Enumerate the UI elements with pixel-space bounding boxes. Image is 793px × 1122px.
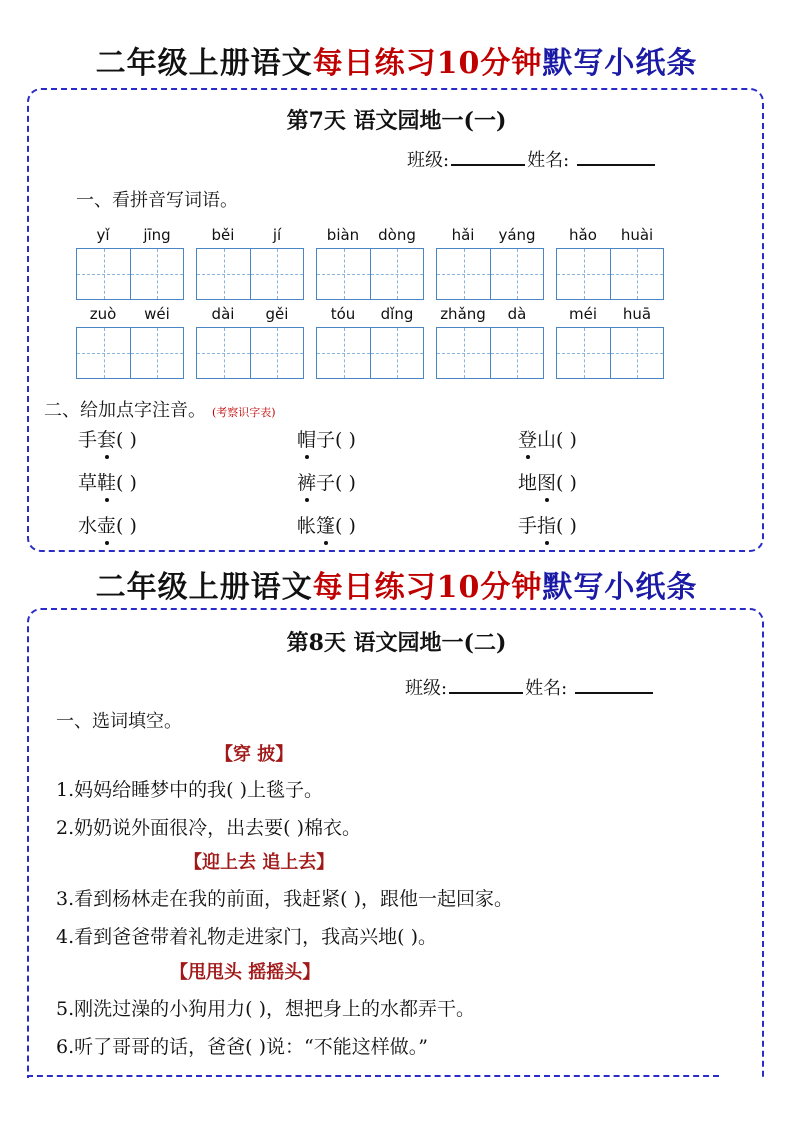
pinyin-group <box>436 226 544 300</box>
pinyin: dài <box>211 305 235 323</box>
writing-grid[interactable] <box>76 248 184 300</box>
question-1: 1.妈妈给睡梦中的我( )上毯子。 <box>56 779 323 801</box>
answer-paren[interactable]: 山( ) <box>537 429 577 451</box>
dotted-char: 帽 <box>297 425 316 452</box>
options-group-1: 【穿 披】 <box>215 744 294 765</box>
annotate-word <box>518 425 577 452</box>
pinyin: jīng <box>143 226 171 244</box>
header-banner <box>0 38 793 82</box>
pinyin-group <box>556 226 664 300</box>
name-label: 姓名: <box>525 678 568 699</box>
pinyin: yáng <box>498 226 536 244</box>
pinyin-group <box>436 305 544 379</box>
writing-grid[interactable] <box>556 327 664 379</box>
annotate-word <box>297 425 356 452</box>
annotate-word: 水壶( ) <box>78 511 137 538</box>
pinyin-row-2 <box>0 305 793 385</box>
dotted-char: 登 <box>518 425 537 452</box>
writing-grid[interactable] <box>436 327 544 379</box>
annotate-word: 帐篷( ) <box>297 511 356 538</box>
question-2: 2.奶奶说外面很冷，出去要( )棉衣。 <box>56 817 361 839</box>
answer-paren[interactable]: 子( ) <box>316 429 356 451</box>
pinyin: dǐng <box>380 305 414 323</box>
day7-class-name-line <box>407 146 657 172</box>
question-3: 3.看到杨林走在我的前面，我赶紧( )，跟他一起回家。 <box>56 888 513 910</box>
options-group-3: 【甩甩头 摇摇头】 <box>170 962 321 983</box>
header-part2: 每日练习10分钟 <box>312 570 543 605</box>
pinyin: hǎo <box>569 226 597 244</box>
pinyin-group <box>76 226 184 300</box>
writing-grid[interactable] <box>316 327 424 379</box>
pinyin: zhǎng <box>440 305 486 323</box>
class-field[interactable] <box>451 150 525 166</box>
name-field[interactable] <box>575 678 653 694</box>
pinyin-row-1 <box>0 226 793 306</box>
annotate-word <box>297 468 356 495</box>
header-part3: 默写小纸条 <box>542 46 698 81</box>
pinyin: gěi <box>265 305 289 323</box>
writing-grid[interactable] <box>196 248 304 300</box>
class-label: 班级: <box>405 678 448 699</box>
name-label: 姓名: <box>527 150 570 171</box>
pinyin: huā <box>622 305 652 323</box>
day7-section2-heading <box>44 396 276 422</box>
pinyin-group <box>76 305 184 379</box>
dotted-char: 篷 <box>316 511 335 538</box>
annotate-word: 手指( ) <box>518 511 577 538</box>
pinyin-group <box>196 305 304 379</box>
header-part3: 默写小纸条 <box>542 570 698 605</box>
dotted-char: 鞋 <box>97 468 116 495</box>
pinyin: běi <box>211 226 235 244</box>
header-part1: 二年级上册语文 <box>95 570 313 605</box>
answer-paren[interactable]: ( ) <box>116 515 137 537</box>
class-field[interactable] <box>449 678 523 694</box>
pinyin: méi <box>568 305 597 323</box>
day8-class-name-line <box>405 674 655 700</box>
answer-paren[interactable]: ( ) <box>116 472 137 494</box>
answer-paren[interactable]: 子( ) <box>316 472 356 494</box>
pinyin: huài <box>620 226 654 244</box>
section2-text: 二、给加点字注音。 <box>44 400 206 421</box>
pinyin-group <box>556 305 664 379</box>
pinyin: tóu <box>330 305 356 323</box>
options-group-2: 【迎上去 追上去】 <box>184 852 335 873</box>
section2-note: (考察识字表) <box>212 406 276 419</box>
pinyin: dà <box>507 305 527 323</box>
name-field[interactable] <box>577 150 655 166</box>
dotted-char: 指 <box>537 511 556 538</box>
writing-grid[interactable] <box>436 248 544 300</box>
question-6: 6.听了哥哥的话，爸爸( )说：“不能这样做。” <box>56 1036 428 1058</box>
pinyin: jí <box>272 226 282 244</box>
dotted-char: 套 <box>97 425 116 452</box>
dotted-char: 图 <box>537 468 556 495</box>
question-5: 5.刚洗过澡的小狗用力( )，想把身上的水都弄干。 <box>56 998 475 1020</box>
pinyin-group <box>316 226 424 300</box>
annotate-word: 地图( ) <box>518 468 577 495</box>
day8-title: 第8天 语文园地一(二) <box>286 630 507 656</box>
day7-title: 第7天 语文园地一(一) <box>286 108 507 134</box>
annotate-word: 手套( ) <box>78 425 137 452</box>
writing-grid[interactable] <box>196 327 304 379</box>
answer-paren[interactable]: ( ) <box>335 515 356 537</box>
pinyin: wéi <box>144 305 170 323</box>
dotted-char: 壶 <box>97 511 116 538</box>
day7-section1-heading: 一、看拼音写词语。 <box>76 190 238 211</box>
answer-paren[interactable]: ( ) <box>556 515 577 537</box>
pinyin: yǐ <box>96 226 110 244</box>
pinyin: hǎi <box>451 226 475 244</box>
header-part2: 每日练习10分钟 <box>312 46 543 81</box>
answer-paren[interactable]: ( ) <box>556 472 577 494</box>
dotted-char: 裤 <box>297 468 316 495</box>
pinyin: biàn <box>326 226 360 244</box>
writing-grid[interactable] <box>316 248 424 300</box>
header-banner <box>0 562 793 606</box>
card-bottom-border <box>27 1075 719 1077</box>
pinyin: dòng <box>378 226 416 244</box>
annotate-word: 草鞋( ) <box>78 468 137 495</box>
writing-grid[interactable] <box>76 327 184 379</box>
pinyin: zuò <box>89 305 117 323</box>
day8-section1-heading: 一、选词填空。 <box>56 711 182 732</box>
question-4: 4.看到爸爸带着礼物走进家门，我高兴地( )。 <box>56 926 437 948</box>
answer-paren[interactable]: ( ) <box>116 429 137 451</box>
writing-grid[interactable] <box>556 248 664 300</box>
class-label: 班级: <box>407 150 450 171</box>
pinyin-group <box>316 305 424 379</box>
header-part1: 二年级上册语文 <box>95 46 313 81</box>
pinyin-group <box>196 226 304 300</box>
